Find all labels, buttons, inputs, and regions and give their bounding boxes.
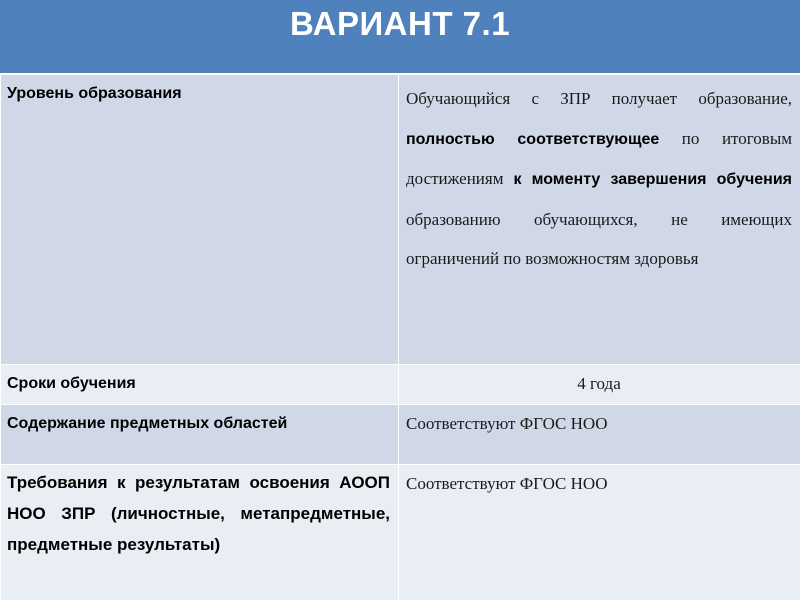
row-label: Содержание предметных областей [7, 415, 288, 432]
row-label-cell [1, 465, 399, 600]
table-row [1, 465, 800, 600]
row-label: Сроки обучения [7, 375, 136, 392]
description-emphasis: к моменту завершения обучения [513, 171, 793, 188]
row-value: 4 года [577, 374, 621, 393]
row-label-cell [1, 365, 399, 405]
title-bar [0, 0, 800, 74]
row-value-cell [399, 75, 800, 365]
slide-title: ВАРИАНТ 7.1 [289, 5, 511, 42]
row-label-cell [1, 75, 399, 365]
description-text: по итоговым достижениям [406, 128, 793, 188]
row-label-cell [1, 405, 399, 465]
row-label: Требования к результатам освоения АООП НОО ЗПР (личностные, метапредметные, предметные результаты) [7, 473, 390, 554]
table-row [1, 75, 800, 365]
description-text: образованию обучающихся, не имеющих ограничений по возможностям здоровья [406, 209, 792, 268]
row-value: Соответствуют ФГОС НОО [406, 474, 608, 493]
description-text: Обучающийся с ЗПР получает образование, [406, 89, 792, 108]
row-value-cell [399, 365, 800, 405]
table-row [1, 365, 800, 405]
description-emphasis: полностью соответствующее [406, 130, 660, 148]
education-level-description [399, 75, 800, 279]
row-value-cell [399, 405, 800, 465]
row-value-cell [399, 465, 800, 600]
info-table [0, 74, 800, 600]
row-value: Соответствуют ФГОС НОО [406, 414, 608, 433]
row-label: Уровень образования [7, 85, 182, 102]
table-row [1, 405, 800, 465]
